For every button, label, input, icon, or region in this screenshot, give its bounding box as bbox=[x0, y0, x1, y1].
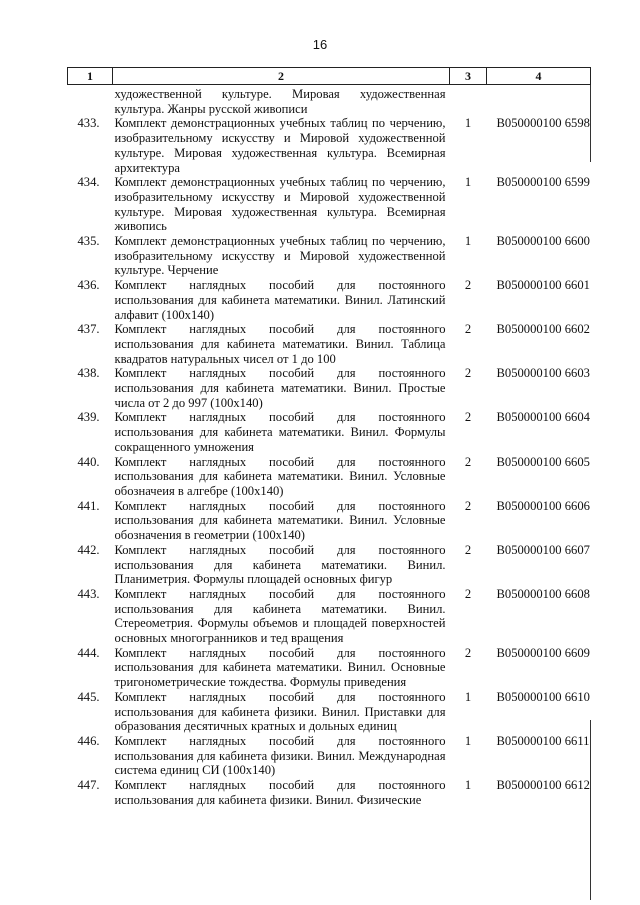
item-quantity: 2 bbox=[464, 410, 472, 425]
item-description: Комплект наглядных пособий для постоянного использования для кабинета математики. Винил. Условные обозначения в геометрии (100х140) bbox=[114, 498, 446, 543]
table-row bbox=[68, 85, 591, 117]
row-number: 437. bbox=[77, 322, 100, 337]
inventory-code: B050000100 6606 bbox=[496, 498, 590, 513]
item-quantity: 1 bbox=[464, 733, 472, 748]
item-description: Комплект демонстрационных учебных таблиц по черчению, изобразительному искусству и Мировой художественной культуре. Черчение bbox=[114, 234, 446, 278]
table-row bbox=[68, 587, 591, 646]
row-number: 434. bbox=[77, 175, 100, 190]
table-row bbox=[68, 116, 591, 175]
table-row bbox=[68, 646, 591, 690]
header-col-3: 3 bbox=[450, 68, 487, 85]
inventory-code: B050000100 6604 bbox=[496, 410, 590, 425]
header-col-1: 1 bbox=[68, 68, 113, 85]
row-number: 433. bbox=[77, 116, 100, 131]
row-number: 440. bbox=[77, 454, 100, 469]
item-quantity: 2 bbox=[464, 498, 472, 513]
inventory-code: B050000100 6611 bbox=[496, 733, 590, 748]
row-number: 439. bbox=[77, 410, 100, 425]
table-row bbox=[68, 778, 591, 807]
item-description: Комплект наглядных пособий для постоянного использования для кабинета математики. Винил. Таблица квадратов натуральных чисел от 1 до 100 bbox=[114, 322, 446, 366]
header-col-2: 2 bbox=[113, 68, 450, 85]
item-description: Комплект наглядных пособий для постоянного использования для кабинета математики. Винил. Стереометрия. Формулы объемов и площадей поверхностей основных многогранников и тед вращения bbox=[114, 586, 446, 646]
inventory-code: B050000100 6610 bbox=[496, 689, 590, 704]
item-quantity: 2 bbox=[464, 322, 472, 337]
item-quantity: 2 bbox=[464, 586, 472, 601]
item-quantity bbox=[450, 85, 487, 117]
inventory-code: B050000100 6598 bbox=[496, 116, 590, 131]
item-description: Комплект наглядных пособий для постоянного использования для кабинета математики. Винил. Простые числа от 2 до 997 (100х140) bbox=[114, 366, 446, 410]
item-description: Комплект наглядных пособий для постоянного использования для кабинета математики. Винил. Основные тригонометрические тождества. Формулы приведения bbox=[114, 645, 446, 690]
table-row bbox=[68, 543, 591, 587]
item-description: художественной культуре. Мировая художественная культура. Жанры русской живописи bbox=[114, 87, 446, 116]
inventory-code: B050000100 6612 bbox=[496, 778, 590, 793]
row-number: 442. bbox=[77, 542, 100, 557]
inventory-code: B050000100 6601 bbox=[496, 278, 590, 293]
items-table bbox=[67, 67, 591, 807]
table-row bbox=[68, 175, 591, 234]
item-quantity: 1 bbox=[464, 116, 472, 131]
table-row bbox=[68, 234, 591, 278]
item-quantity: 1 bbox=[464, 234, 472, 249]
item-description: Комплект наглядных пособий для постоянного использования для кабинета физики. Винил. Международная система единиц СИ (100х140) bbox=[114, 733, 446, 778]
item-quantity: 2 bbox=[464, 454, 472, 469]
item-description: Комплект наглядных пособий для постоянного использования для кабинета физики. Винил. Приставки для образования десятичных кратных и дольных единиц bbox=[114, 689, 446, 734]
table-row bbox=[68, 366, 591, 410]
item-description: Комплект наглядных пособий для постоянного использования для кабинета математики. Винил. Латинский алфавит (100х140) bbox=[114, 278, 446, 322]
item-description: Комплект демонстрационных учебных таблиц по черчению, изобразительному искусству и Мировой художественной культуре. Мировая художественная культура. Всемирная живопись bbox=[114, 175, 446, 234]
item-quantity: 2 bbox=[464, 645, 472, 660]
row-number: 444. bbox=[77, 645, 100, 660]
inventory-code: B050000100 6602 bbox=[496, 322, 590, 337]
item-quantity: 2 bbox=[464, 542, 472, 557]
inventory-code: B050000100 6605 bbox=[496, 454, 590, 469]
table-body bbox=[68, 85, 591, 808]
table-row bbox=[68, 690, 591, 734]
row-number: 443. bbox=[77, 586, 100, 601]
table-row bbox=[68, 734, 591, 778]
item-quantity: 2 bbox=[464, 366, 472, 381]
inventory-code bbox=[487, 85, 591, 117]
item-description: Комплект демонстрационных учебных таблиц по черчению, изобразительному искусству и Мировой художественной культуре. Мировая художественная культура. Всемирная архитектура bbox=[114, 116, 446, 175]
item-description: Комплект наглядных пособий для постоянного использования для кабинета математики. Винил. Формулы сокращенного умножения bbox=[114, 410, 446, 454]
page-number: 16 bbox=[312, 37, 328, 52]
inventory-code: B050000100 6600 bbox=[496, 234, 590, 249]
item-description: Комплект наглядных пособий для постоянного использования для кабинета математики. Винил. Планиметрия. Формулы площадей основных фигур bbox=[114, 542, 446, 587]
row-number bbox=[68, 85, 113, 117]
inventory-code: B050000100 6607 bbox=[496, 542, 590, 557]
header-col-4: 4 bbox=[487, 68, 591, 85]
table-row bbox=[68, 322, 591, 366]
item-description: Комплект наглядных пособий для постоянного использования для кабинета математики. Винил. Условные обозначеия в алгебре (100х140) bbox=[114, 454, 446, 498]
item-quantity: 2 bbox=[464, 278, 472, 293]
table-row bbox=[68, 499, 591, 543]
inventory-code: B050000100 6609 bbox=[496, 645, 590, 660]
row-number: 438. bbox=[77, 366, 100, 381]
row-number: 435. bbox=[77, 234, 100, 249]
inventory-code: B050000100 6599 bbox=[496, 175, 590, 190]
item-quantity: 1 bbox=[464, 778, 472, 793]
item-quantity: 1 bbox=[464, 689, 472, 704]
table-row bbox=[68, 410, 591, 454]
table-row bbox=[68, 455, 591, 499]
table-header-row bbox=[68, 68, 591, 85]
row-number: 436. bbox=[77, 278, 100, 293]
row-number: 445. bbox=[77, 689, 100, 704]
table-row bbox=[68, 278, 591, 322]
row-number: 441. bbox=[77, 498, 100, 513]
row-number: 446. bbox=[77, 733, 100, 748]
inventory-code: B050000100 6603 bbox=[496, 366, 590, 381]
item-quantity: 1 bbox=[464, 175, 472, 190]
row-number: 447. bbox=[77, 778, 100, 793]
inventory-code: B050000100 6608 bbox=[496, 586, 590, 601]
item-description: Комплект наглядных пособий для постоянного использования для кабинета физики. Винил. Физические bbox=[114, 778, 446, 807]
